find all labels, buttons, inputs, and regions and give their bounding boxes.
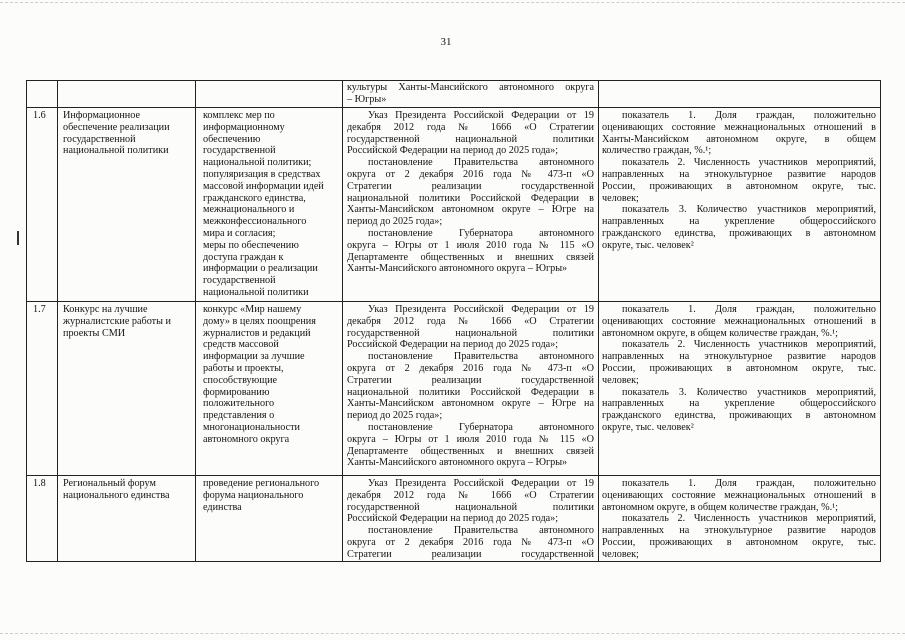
description-line: гражданского единства, [203, 192, 306, 204]
legal-basis-line: Российской Федерации на период до 2025 года»; [347, 513, 559, 525]
cell-description [196, 81, 343, 108]
cell-number [27, 476, 58, 562]
indicator-line: России, проживающих в автономном округе, тыс. [602, 362, 876, 374]
cell-legal-basis [343, 81, 599, 108]
description-line: информации за лучшие [203, 351, 305, 363]
cell-description [196, 476, 343, 562]
indicator-line: направленных на укрепление общероссийского [602, 216, 876, 228]
legal-basis-line: Департаменте общественных и внешних связей [347, 251, 594, 263]
legal-basis-paragraph [347, 525, 594, 560]
indicator-line: количество граждан, %.¹; [602, 145, 712, 157]
name-line: проекты СМИ [63, 327, 126, 339]
cell-indicators [599, 108, 881, 302]
legal-basis-line: Ханты-Мансийском автономном округе – Югре на [347, 204, 594, 216]
indicator-line: показатель 2. Численность участников мероприятий, [622, 157, 876, 169]
legal-basis-line: культуры Ханты-Мансийского автономного округа [347, 82, 594, 93]
legal-basis-line: Ханты-Мансийского автономного округа – Югры» [347, 263, 568, 275]
name-line: государственной [63, 133, 136, 145]
indicator-paragraph [602, 513, 876, 560]
description-line: государственной [203, 145, 276, 157]
scan-edge-top [0, 2, 905, 3]
indicator-line: направленных на этнокультурное развитие народов [602, 351, 876, 363]
indicator-line: человек; [602, 548, 639, 560]
description-line: представления о [203, 410, 275, 422]
name-line: журналистские работы и [63, 315, 171, 327]
legal-basis-line: период до 2025 года»; [347, 216, 443, 228]
indicator-line: России, проживающих в автономном округе, тыс. [602, 180, 876, 192]
indicator-line: округе, тыс. человек² [602, 239, 694, 251]
name-line: обеспечение реализации [63, 121, 170, 133]
description-line: меры по обеспечению [203, 239, 299, 251]
indicator-line: автономном округе, в общем количестве граждан, %.¹; [602, 501, 839, 513]
table-row [27, 108, 881, 302]
margin-mark [17, 231, 19, 245]
legal-basis-line: округа – Югры от 1 июля 2010 года № 115 «О [347, 433, 594, 445]
cell-name [58, 476, 196, 562]
cell-number [27, 108, 58, 302]
table-row [27, 302, 881, 476]
indicator-paragraph [602, 387, 876, 434]
indicator-line: России, проживающих в автономном округе, тыс. [602, 536, 876, 548]
description-line: положительного [203, 398, 275, 410]
description-line: государственной [203, 275, 276, 287]
indicator-line: округе, тыс. человек² [602, 421, 694, 433]
page-number: 31 [440, 36, 452, 48]
description-line: национальной политики [203, 286, 309, 298]
indicator-line: показатель 3. Количество участников мероприятий, [622, 386, 876, 398]
row-number: 1.7 [33, 304, 46, 315]
indicator-paragraph [602, 339, 876, 386]
legal-basis-line: округа – Югры от 1 июля 2010 года № 115 «О [347, 239, 594, 251]
name-line: Конкурс на лучшие [63, 304, 148, 315]
description-line: форума национального [203, 489, 304, 501]
indicator-line: оценивающих состояние межнациональных отношений в [602, 121, 876, 133]
legal-basis-paragraph [347, 304, 594, 351]
description-line: национальной политики; [203, 157, 312, 169]
cell-number [27, 302, 58, 476]
legal-basis-line: Российской Федерации на период до 2025 года»; [347, 339, 559, 351]
legal-basis-paragraph [347, 228, 594, 275]
indicator-line: показатель 3. Количество участников мероприятий, [622, 204, 876, 216]
legal-basis-paragraph [347, 110, 594, 157]
description-line: доступа граждан к [203, 251, 284, 263]
legal-basis-line: – Югры» [347, 93, 387, 105]
legal-basis-line: постановление Правительства автономного [368, 525, 594, 537]
description-line: конкурс «Мир нашему [203, 304, 302, 315]
indicator-line: направленных на укрепление общероссийского [602, 398, 876, 410]
indicator-line: показатель 1. Доля граждан, положительно [622, 110, 876, 121]
legal-basis-line: Ханты-Мансийском автономном округе – Югре на [347, 398, 594, 410]
name-line: Информационное [63, 110, 140, 121]
cell-legal-basis [343, 108, 599, 302]
legal-basis-line: государственной национальной политики [347, 501, 594, 513]
legal-basis-paragraph [347, 157, 594, 228]
cell-legal-basis [343, 476, 599, 562]
description-line: межнационального и [203, 204, 295, 216]
legal-basis-line: Стратегии реализации государственной [347, 548, 594, 560]
row-number [33, 82, 53, 94]
cell-indicators [599, 302, 881, 476]
description-line: дому» в целях поощрения [203, 315, 316, 327]
name-line: национального единства [63, 489, 170, 501]
legal-basis-line: Указ Президента Российской Федерации от 19 [368, 304, 594, 315]
cell-description [196, 302, 343, 476]
cell-name [58, 108, 196, 302]
description-line: единства [203, 501, 242, 513]
description-line: работы и проекты, [203, 362, 284, 374]
indicator-line: оценивающих состояние межнациональных отношений в [602, 489, 876, 501]
legal-basis-line: декабря 2012 года № 1666 «О Стратегии [347, 489, 594, 501]
indicator-paragraph [602, 204, 876, 251]
description-line: средств массовой [203, 339, 279, 351]
indicator-paragraph [602, 478, 876, 513]
legal-basis-line: округа от 2 декабря 2016 года № 473-п «О [347, 168, 594, 180]
indicator-line: показатель 2. Численность участников мероприятий, [622, 513, 876, 525]
legal-basis-line: национальной политики Российской Федерации в [347, 192, 594, 204]
indicator-line: Ханты-Мансийском автономном округе, в общем [602, 133, 876, 145]
description-line: журналистов и редакций [203, 327, 311, 339]
cell-number [27, 81, 58, 108]
legal-basis-paragraph [347, 422, 594, 469]
description-line: способствующие [203, 374, 278, 386]
table-row [27, 81, 881, 108]
legal-basis-line: округа от 2 декабря 2016 года № 473-п «О [347, 536, 594, 548]
legal-basis-line: декабря 2012 года № 1666 «О Стратегии [347, 315, 594, 327]
legal-basis-line: Департаменте общественных и внешних связей [347, 445, 594, 457]
indicator-line: показатель 1. Доля граждан, положительно [622, 478, 876, 489]
legal-basis-line: национальной политики Российской Федерации в [347, 386, 594, 398]
description-line: многонациональности [203, 421, 301, 433]
indicator-line: гражданского единства, проживающих в автономном [602, 410, 876, 422]
legal-basis-paragraph [347, 82, 594, 106]
cell-legal-basis [343, 302, 599, 476]
legal-basis-line: государственной национальной политики [347, 327, 594, 339]
description-line: автономного округа [203, 433, 290, 445]
description-line: популяризация в средствах [203, 168, 321, 180]
legal-basis-line: Стратегии реализации государственной [347, 374, 594, 386]
name-line: национальной политики [63, 145, 169, 157]
legal-basis-line: округа от 2 декабря 2016 года № 473-п «О [347, 362, 594, 374]
legal-basis-line: Указ Президента Российской Федерации от 19 [368, 478, 594, 489]
measures-table [26, 80, 881, 562]
indicator-paragraph [602, 304, 876, 339]
legal-basis-line: Российской Федерации на период до 2025 года»; [347, 145, 559, 157]
legal-basis-line: постановление Правительства автономного [368, 351, 594, 363]
legal-basis-line: постановление Правительства автономного [368, 157, 594, 169]
description-line: проведение регионального [203, 478, 320, 489]
description-line: комплекс мер по [203, 110, 275, 121]
indicator-line: человек; [602, 192, 639, 204]
description-line: обеспечению [203, 133, 261, 145]
legal-basis-line: постановление Губернатора автономного [368, 421, 594, 433]
indicator-line: направленных на этнокультурное развитие народов [602, 525, 876, 537]
indicator-paragraph [602, 110, 876, 157]
cell-indicators [599, 81, 881, 108]
legal-basis-line: постановление Губернатора автономного [368, 227, 594, 239]
name-line: Региональный форум [63, 478, 156, 489]
indicator-line: гражданского единства, проживающих в автономном [602, 227, 876, 239]
legal-basis-line: Стратегии реализации государственной [347, 180, 594, 192]
legal-basis-paragraph [347, 351, 594, 422]
legal-basis-line: государственной национальной политики [347, 133, 594, 145]
description-line: информации о реализации [203, 263, 318, 275]
cell-name [58, 302, 196, 476]
indicator-line: направленных на этнокультурное развитие народов [602, 168, 876, 180]
legal-basis-line: период до 2025 года»; [347, 410, 443, 422]
row-number: 1.8 [33, 478, 46, 489]
indicator-line: человек; [602, 374, 639, 386]
table-row [27, 476, 881, 562]
legal-basis-paragraph [347, 478, 594, 525]
scan-edge-bottom [0, 633, 905, 634]
indicator-line: показатель 2. Численность участников мероприятий, [622, 339, 876, 351]
indicator-line: автономном округе, в общем количестве граждан, %.¹; [602, 327, 839, 339]
cell-name [58, 81, 196, 108]
cell-indicators [599, 476, 881, 562]
legal-basis-line: декабря 2012 года № 1666 «О Стратегии [347, 121, 594, 133]
legal-basis-line: Ханты-Мансийского автономного округа – Югры» [347, 457, 568, 469]
legal-basis-line: Указ Президента Российской Федерации от 19 [368, 110, 594, 121]
row-number: 1.6 [33, 110, 46, 121]
description-line: информационному [203, 121, 285, 133]
indicator-line: оценивающих состояние межнациональных отношений в [602, 315, 876, 327]
indicator-line: показатель 1. Доля граждан, положительно [622, 304, 876, 315]
description-line: формированию [203, 386, 270, 398]
description-line: мира и согласия; [203, 227, 276, 239]
description-line: межконфессионального [203, 216, 307, 228]
table-body [27, 81, 881, 562]
indicator-paragraph [602, 157, 876, 204]
cell-description [196, 108, 343, 302]
description-line: массовой информации идей [203, 180, 324, 192]
